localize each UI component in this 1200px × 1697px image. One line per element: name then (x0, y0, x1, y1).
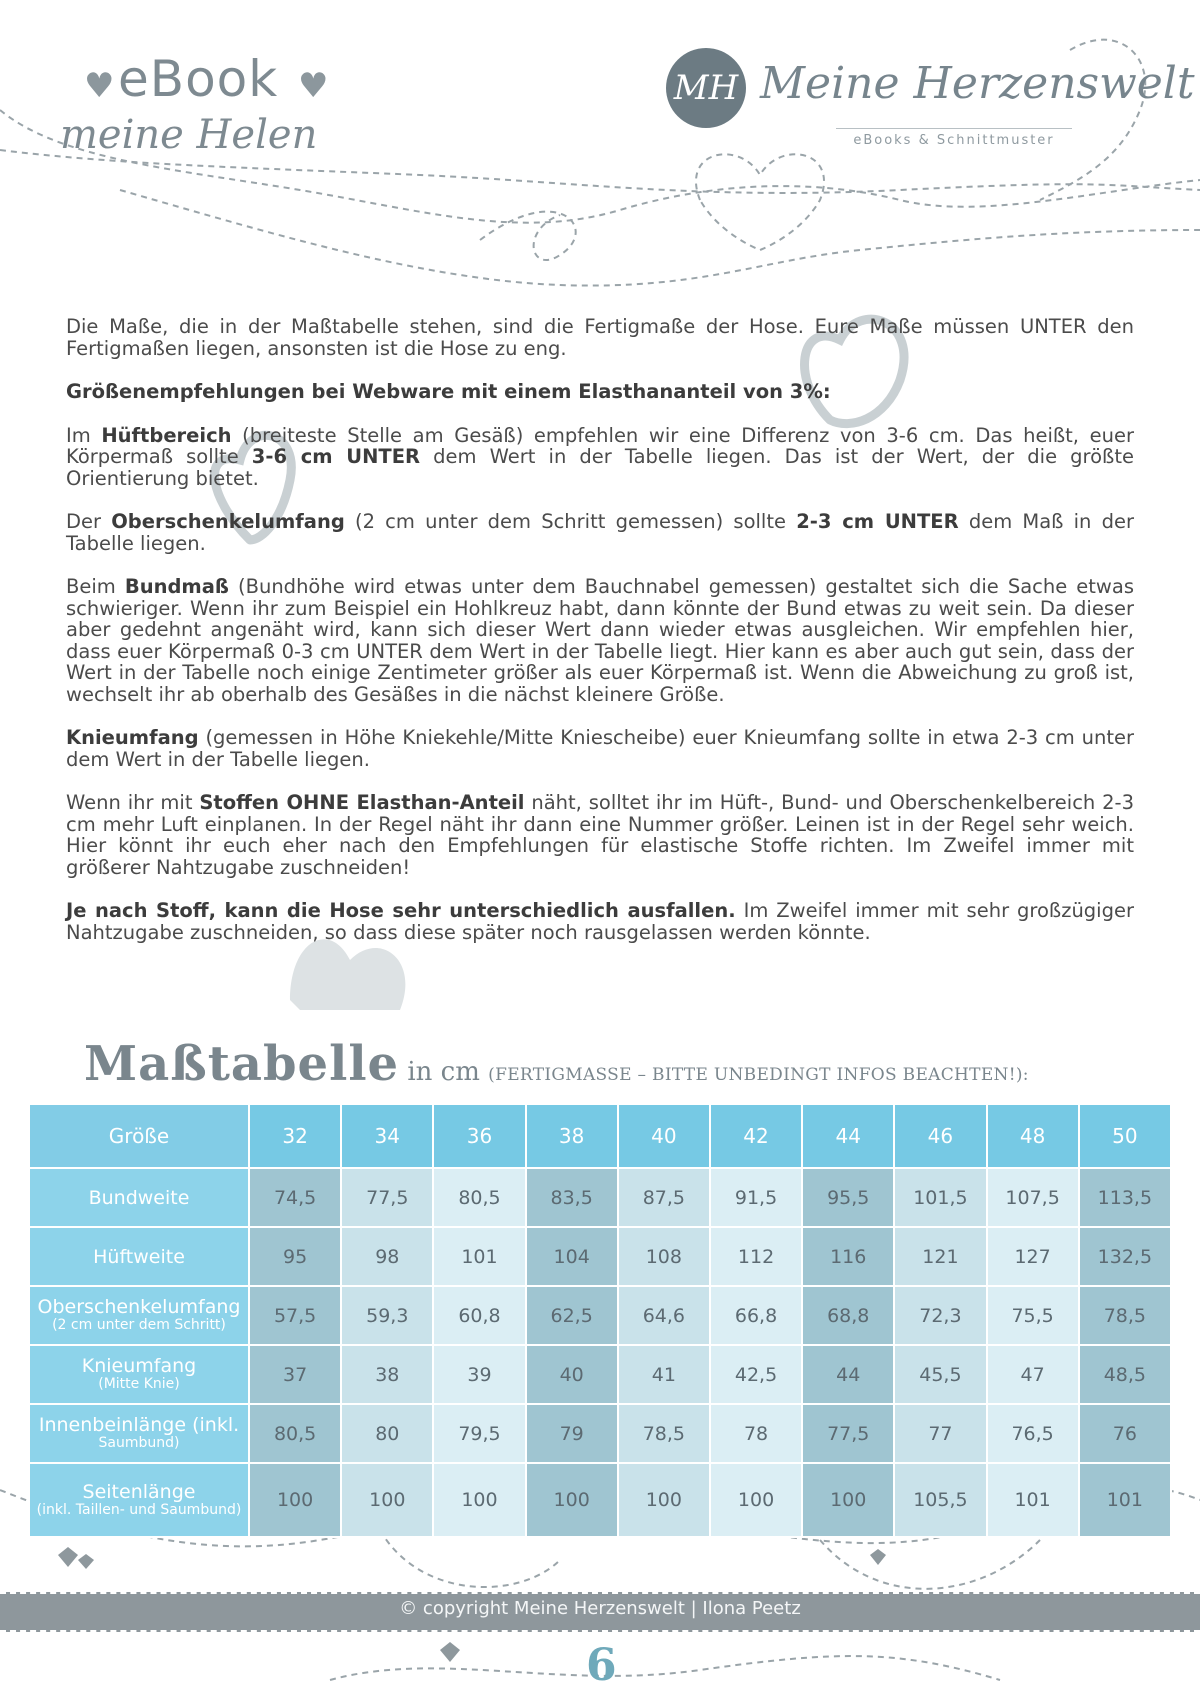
row-label: Hüftweite (29, 1227, 249, 1286)
column-header-size: Größe (29, 1104, 249, 1168)
table-cell: 101 (433, 1227, 525, 1286)
table-cell: 91,5 (710, 1168, 802, 1227)
table-row (29, 1168, 1171, 1227)
table-cell: 104 (526, 1227, 618, 1286)
table-cell: 40 (526, 1345, 618, 1404)
ebook-title: eBook (118, 50, 279, 108)
table-cell: 132,5 (1079, 1227, 1171, 1286)
table-cell: 78,5 (618, 1404, 710, 1463)
table-row (29, 1227, 1171, 1286)
table-cell: 100 (802, 1463, 894, 1537)
table-cell: 87,5 (618, 1168, 710, 1227)
column-header: 38 (526, 1104, 618, 1168)
column-header: 40 (618, 1104, 710, 1168)
table-cell: 74,5 (249, 1168, 341, 1227)
table-cell: 100 (433, 1463, 525, 1537)
table-row (29, 1286, 1171, 1345)
table-cell: 77,5 (802, 1404, 894, 1463)
column-header: 46 (894, 1104, 986, 1168)
table-cell: 77 (894, 1404, 986, 1463)
ebook-subtitle: meine Helen (60, 112, 318, 158)
column-header: 34 (341, 1104, 433, 1168)
table-cell: 48,5 (1079, 1345, 1171, 1404)
table-cell: 100 (618, 1463, 710, 1537)
table-cell: 80,5 (433, 1168, 525, 1227)
paragraph-intro: Die Maße, die in der Maßtabelle stehen, sind die Fertigmaße der Hose. Eure Maße müssen UNTER den Fertigmaßen liegen, ansonsten ist die Hose zu eng. (66, 315, 1134, 360)
table-cell: 62,5 (526, 1286, 618, 1345)
table-cell: 80,5 (249, 1404, 341, 1463)
table-cell: 39 (433, 1345, 525, 1404)
table-cell: 116 (802, 1227, 894, 1286)
table-cell: 79,5 (433, 1404, 525, 1463)
paragraph-thigh: Der Oberschenkelumfang (2 cm unter dem Schritt gemessen) sollte 2-3 cm UNTER dem Maß in der Tabelle liegen. (66, 510, 1135, 555)
table-cell: 66,8 (710, 1286, 802, 1345)
table-cell: 127 (987, 1227, 1079, 1286)
paragraph-fabric: Je nach Stoff, kann die Hose sehr unterschiedlich ausfallen. Im Zweifel immer mit sehr großzügiger Nahtzugabe zuschneiden, so dass diese später noch rausgelassen werden könnte. (66, 899, 1134, 944)
table-cell: 83,5 (526, 1168, 618, 1227)
brand-name: Meine Herzenswelt (760, 58, 1195, 109)
table-cell: 98 (341, 1227, 433, 1286)
row-label: Seitenlänge (inkl. Taillen- und Saumbund) (29, 1463, 249, 1537)
table-header-row (29, 1104, 1171, 1168)
paragraph-heading: Größenempfehlungen bei Webware mit einem Elasthananteil von 3%: (66, 380, 831, 403)
table-cell: 107,5 (987, 1168, 1079, 1227)
table-cell: 57,5 (249, 1286, 341, 1345)
brand-tagline: eBooks & Schnittmuster (836, 128, 1072, 148)
table-cell: 76,5 (987, 1404, 1079, 1463)
table-cell: 41 (618, 1345, 710, 1404)
table-cell: 77,5 (341, 1168, 433, 1227)
paragraph-waist: Beim Bundmaß (Bundhöhe wird etwas unter dem Bauchnabel gemessen) gestaltet sich die Sache etwas schwieriger. Wenn ihr zum Beispiel ein Hohlkreuz habt, dann könnte der Bund etwas zu weit sein. Da dieser aber gedehnt angenäht wird, kann sich dieser Wert dann wieder etwas ausgleichen. Wir empfehlen hier, dass euer Körpermaß 0-3 cm UNTER dem Wert in der Tabelle liegt. Hier kann es aber auch gut sein, dass der Wert in der Tabelle noch einige Zentimeter größer als euer Körpermaß ist. Wenn die Abweichung zu groß ist, wechselt ihr ab oberhalb des Gesäßes in die nächst kleinere Größe. (66, 575, 1134, 706)
table-cell: 45,5 (894, 1345, 986, 1404)
table-cell: 113,5 (1079, 1168, 1171, 1227)
table-cell: 100 (710, 1463, 802, 1537)
table-cell: 38 (341, 1345, 433, 1404)
brand-logo (666, 48, 746, 128)
table-cell: 76 (1079, 1404, 1171, 1463)
table-cell: 95,5 (802, 1168, 894, 1227)
table-cell: 72,3 (894, 1286, 986, 1345)
table-cell: 68,8 (802, 1286, 894, 1345)
table-cell: 64,6 (618, 1286, 710, 1345)
table-cell: 44 (802, 1345, 894, 1404)
table-title: Maßtabelle in cm (FERTIGMASSE – BITTE UNBEDINGT INFOS BEACHTEN!): (84, 1036, 1029, 1092)
table-row (29, 1345, 1171, 1404)
table-cell: 60,8 (433, 1286, 525, 1345)
table-cell: 100 (249, 1463, 341, 1537)
heart-icon: ♥ (298, 66, 329, 106)
copyright-text: © copyright Meine Herzenswelt | Ilona Peetz (399, 1598, 801, 1619)
column-header: 32 (249, 1104, 341, 1168)
table-cell: 79 (526, 1404, 618, 1463)
table-cell: 59,3 (341, 1286, 433, 1345)
table-cell: 37 (249, 1345, 341, 1404)
row-label: Knieumfang (Mitte Knie) (29, 1345, 249, 1404)
table-cell: 100 (526, 1463, 618, 1537)
row-label: Oberschenkelumfang (2 cm unter dem Schritt) (29, 1286, 249, 1345)
heart-icon: ♥ (84, 66, 115, 106)
table-cell: 78 (710, 1404, 802, 1463)
size-table (28, 1103, 1172, 1538)
table-cell: 121 (894, 1227, 986, 1286)
table-cell: 47 (987, 1345, 1079, 1404)
table-cell: 101 (987, 1463, 1079, 1537)
column-header: 36 (433, 1104, 525, 1168)
column-header: 48 (987, 1104, 1079, 1168)
table-cell: 101,5 (894, 1168, 986, 1227)
table-cell: 112 (710, 1227, 802, 1286)
table-cell: 95 (249, 1227, 341, 1286)
row-label: Innenbeinlänge (inkl. Saumbund) (29, 1404, 249, 1463)
row-label: Bundweite (29, 1168, 249, 1227)
paragraph-hip: Im Hüftbereich (breiteste Stelle am Gesäß) empfehlen wir eine Differenz von 3-6 cm. Das heißt, euer Körpermaß sollte 3-6 cm UNTER dem Wert in der Tabelle liegen. Das ist der Wert, der die größte Orientierung bietet. (66, 423, 1134, 490)
instructions-text (66, 316, 1134, 965)
table-cell: 108 (618, 1227, 710, 1286)
table-cell: 75,5 (987, 1286, 1079, 1345)
table-cell: 42,5 (710, 1345, 802, 1404)
table-cell: 100 (341, 1463, 433, 1537)
table-cell: 80 (341, 1404, 433, 1463)
table-row (29, 1463, 1171, 1537)
column-header: 50 (1079, 1104, 1171, 1168)
column-header: 44 (802, 1104, 894, 1168)
table-cell: 101 (1079, 1463, 1171, 1537)
column-header: 42 (710, 1104, 802, 1168)
table-cell: 105,5 (894, 1463, 986, 1537)
table-row (29, 1404, 1171, 1463)
table-cell: 78,5 (1079, 1286, 1171, 1345)
logo-initials: MH (673, 68, 739, 108)
paragraph-knee: Knieumfang (gemessen in Höhe Kniekehle/Mitte Kniescheibe) euer Knieumfang sollte in etwa 2-3 cm unter dem Wert in der Tabelle liegen. (66, 726, 1134, 771)
paragraph-no-elastane: Wenn ihr mit Stoffen OHNE Elasthan-Anteil näht, solltet ihr im Hüft-, Bund- und Oberschenkelbereich 2-3 cm mehr Luft einplanen. In der Regel näht ihr dann eine Nummer größer. Leinen ist in der Regel sehr weich. Hier könnt ihr euch eher nach den Empfehlungen für elastische Stoffe richten. Im Zweifel immer mit größerer Nahtzugabe zuschneiden! (66, 791, 1134, 879)
page-number: 6 (586, 1640, 617, 1691)
